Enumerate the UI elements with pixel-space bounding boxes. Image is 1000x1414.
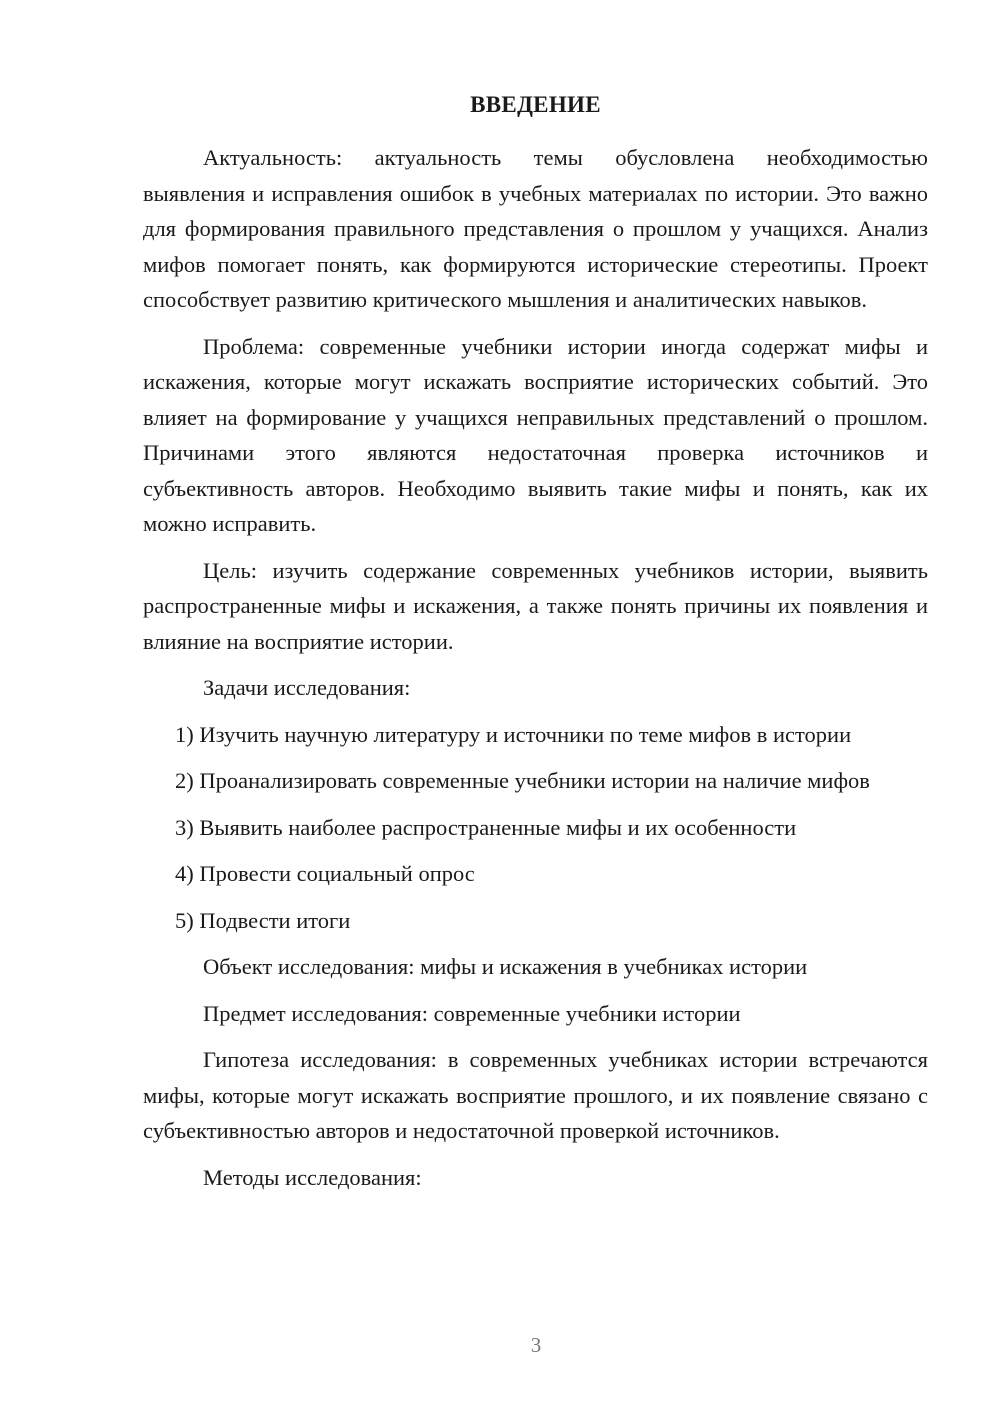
research-methods-heading: Методы исследования: (203, 1164, 422, 1190)
problem-paragraph: Проблема: современные учебники истории иногда содержат мифы и искажения, которые могут искажать восприятие исторических событий. Это влияет на формирование у учащихся неправильных представлений о прошлом. Причинами этого являются недостаточная проверка источников и субъективность авторов. Необходимо выявить такие мифы и понять, как их можно исправить. (143, 333, 928, 536)
research-object: Объект исследования: мифы и искажения в учебниках истории (203, 954, 808, 979)
document-title: ВВЕДЕНИЕ (470, 92, 601, 117)
document-page (143, 90, 928, 1206)
research-hypothesis: Гипотеза исследования: в современных учебниках истории встречаются мифы, которые могут искажать восприятие прошлого, и их появление связано с субъективностью авторов и недостаточной проверкой источников. (143, 1047, 928, 1143)
task-item: 3) Выявить наиболее распространенные мифы и их особенности (175, 814, 797, 840)
task-item: 5) Подвести итоги (175, 907, 351, 933)
task-item: 2) Проанализировать современные учебники истории на наличие мифов (175, 768, 870, 793)
tasks-heading: Задачи исследования: (203, 675, 411, 700)
relevance-paragraph: Актуальность: актуальность темы обусловлена необходимостью выявления и исправления ошибок в учебных материалах по истории. Это важно для формирования правильного представления о прошлом у учащихся. Анализ мифов помогает понять, как формируются исторические стереотипы. Проект способствует развитию критического мышления и аналитических навыков. (143, 145, 928, 312)
task-item: 4) Провести социальный опрос (175, 861, 475, 886)
goal-paragraph: Цель: изучить содержание современных учебников истории, выявить распространенные мифы и искажения, а также понять причины их появления и влияние на восприятие истории. (143, 557, 928, 654)
page-number: 3 (530, 1333, 542, 1357)
research-subject: Предмет исследования: современные учебники истории (203, 1000, 741, 1026)
task-item: 1) Изучить научную литературу и источники по теме мифов в истории (175, 721, 852, 747)
